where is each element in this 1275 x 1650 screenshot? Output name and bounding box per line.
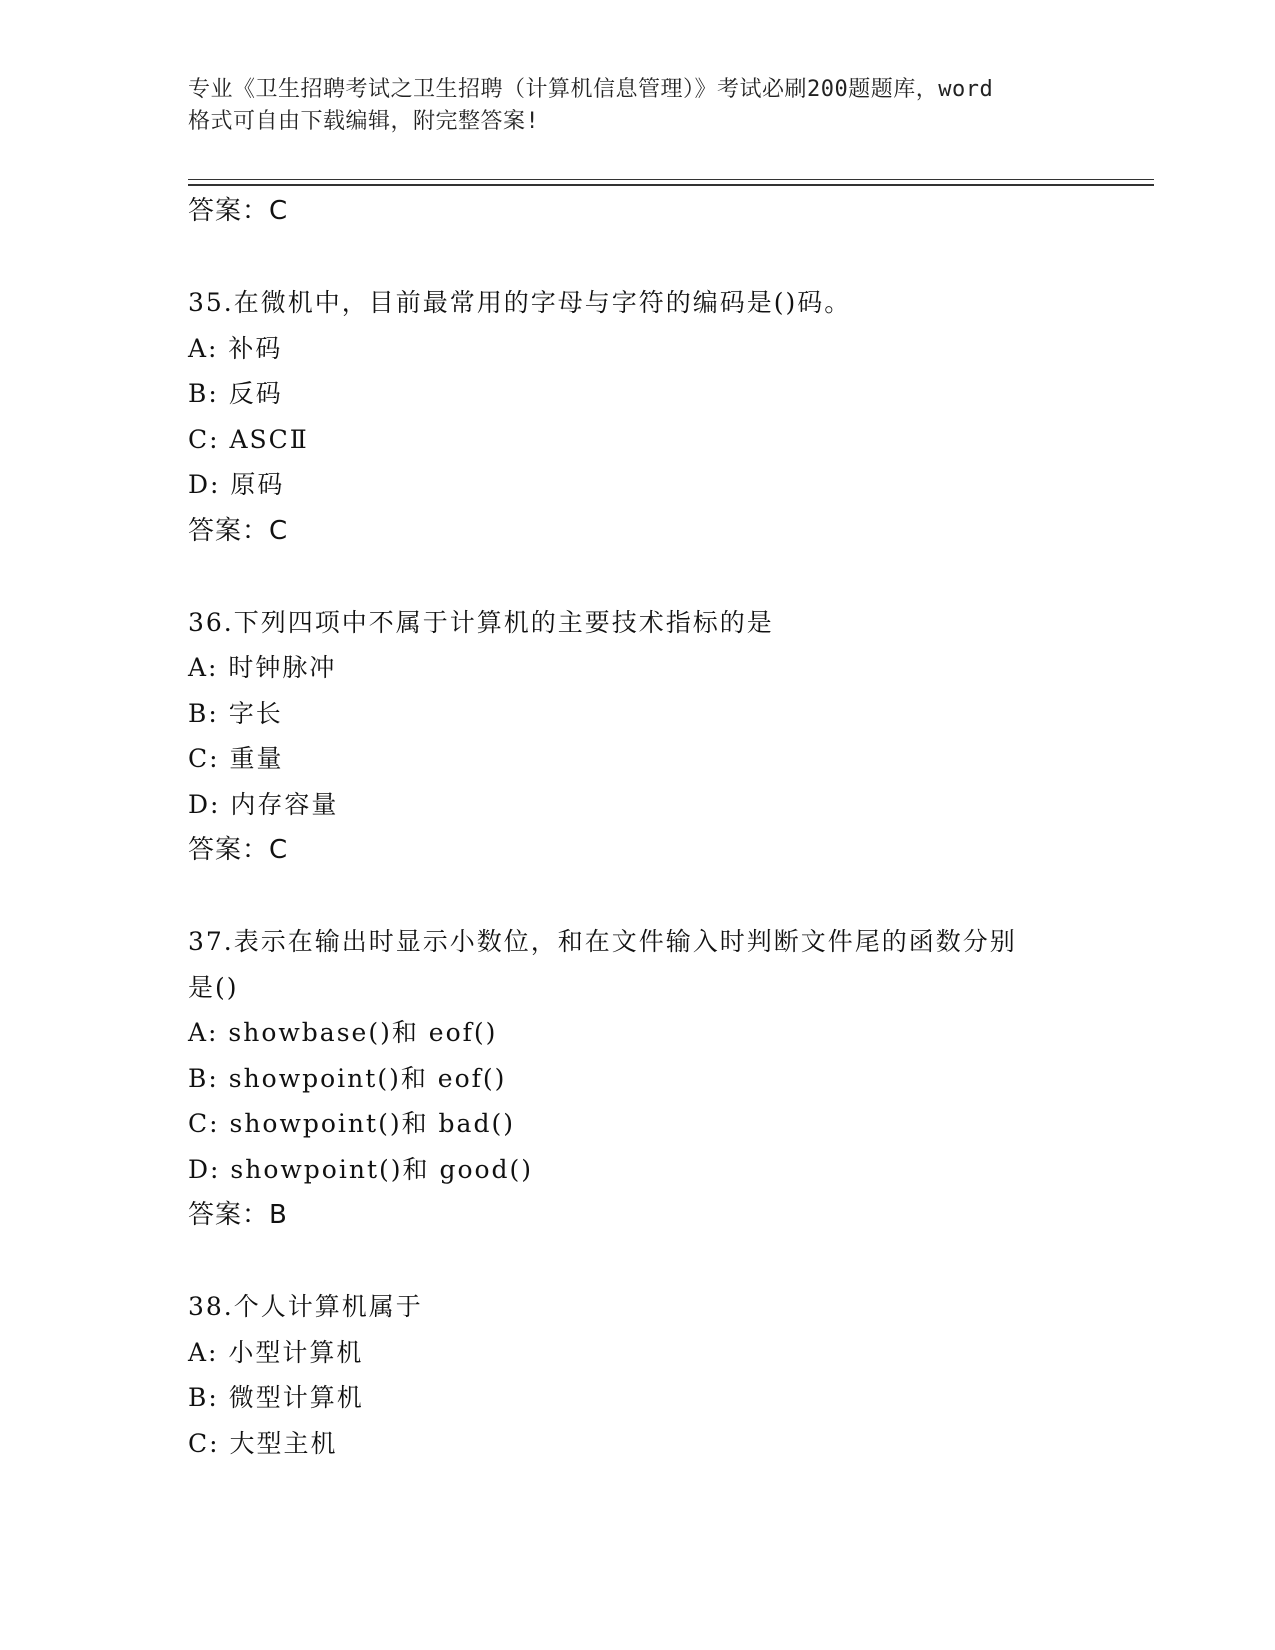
option-d: D: 内存容量: [188, 789, 339, 819]
option-b: B: 微型计算机: [188, 1383, 364, 1412]
header-line-1: 专业《卫生招聘考试之卫生招聘（计算机信息管理）》考试必刷200题题库，word: [188, 77, 994, 102]
option-a: A: 小型计算机: [188, 1337, 364, 1367]
question-stem: 38.个人计算机属于: [188, 1292, 423, 1321]
option-a: A: 时钟脉冲: [188, 653, 337, 682]
option-b: B: 字长: [188, 698, 283, 728]
header-divider-thick: [188, 184, 1154, 186]
option-c: C: 大型主机: [188, 1428, 338, 1458]
answer-label: 答案：B: [188, 1200, 288, 1230]
header-divider-thin: [188, 179, 1154, 180]
option-c: C: showpoint()和 bad(): [188, 1109, 515, 1138]
option-b: B: 反码: [188, 379, 283, 408]
option-d: D: 原码: [188, 470, 285, 499]
question-list: [188, 188, 1088, 1466]
option-c: C: 重量: [188, 744, 284, 773]
option-a: A: 补码: [188, 333, 283, 363]
question-38: [188, 1284, 1088, 1466]
question-stem: 37.表示在输出时显示小数位，和在文件输入时判断文件尾的函数分别: [188, 927, 1017, 956]
question-stem: 36.下列四项中不属于计算机的主要技术指标的是: [188, 607, 774, 637]
question-stem-continued: 是(): [188, 972, 239, 1002]
option-b: B: showpoint()和 eof(): [188, 1063, 507, 1093]
document-header: [188, 74, 1088, 138]
question-35: [188, 280, 1088, 554]
question-stem: 35.在微机中，目前最常用的字母与字符的编码是()码。: [188, 288, 852, 317]
option-d: D: showpoint()和 good(): [188, 1154, 534, 1184]
option-c: C: ASCⅡ: [188, 424, 309, 454]
answer-label: 答案：C: [188, 835, 289, 865]
question-37: [188, 919, 1088, 1238]
question-36: [188, 600, 1088, 874]
header-line-2: 格式可自由下载编辑，附完整答案!: [188, 109, 540, 134]
option-a: A: showbase()和 eof(): [188, 1018, 498, 1047]
answer-label: 答案：C: [188, 515, 289, 546]
answer-label: 答案：C: [188, 196, 289, 226]
